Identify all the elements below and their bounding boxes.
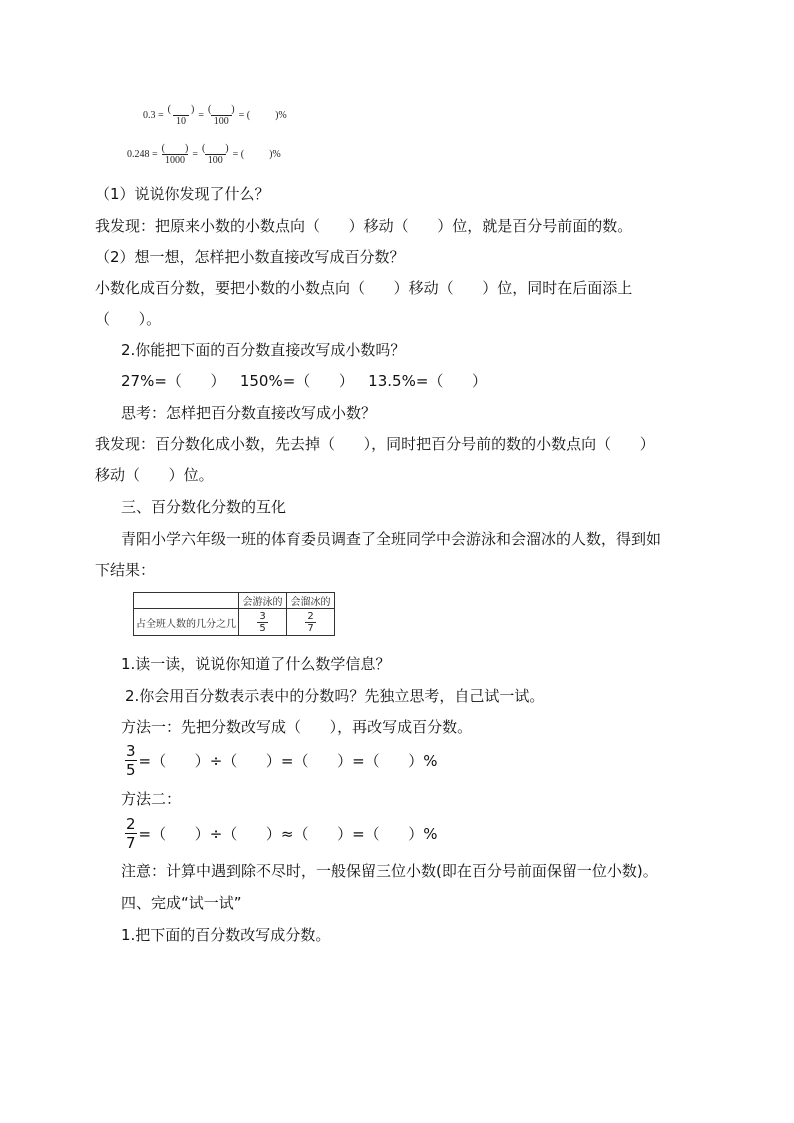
- fraction-numerator: ( ): [161, 143, 189, 154]
- table-cell-swim: [239, 609, 287, 636]
- discovery-2-line-2: 移动（ ）位。: [95, 466, 214, 484]
- fraction-3-5: [257, 611, 267, 634]
- table-header-empty: [134, 593, 239, 609]
- formula-decimal-0-3: [143, 104, 287, 127]
- survey-table: [133, 592, 335, 636]
- question-2: （2）想一想，怎样把小数直接改写成百分数？: [95, 248, 405, 266]
- method-1-equation: [125, 742, 438, 779]
- equation-blanks: =（ ）÷（ ）=（ ）=（ ）%: [138, 752, 438, 770]
- formula-tail: = ( )%: [238, 110, 287, 121]
- fraction-2-7: [305, 611, 315, 634]
- fraction-numerator: 3: [126, 742, 136, 760]
- table-header-row: [134, 593, 335, 609]
- table-row: [134, 609, 335, 636]
- question-1: （1）说说你发现了什么？: [95, 185, 270, 203]
- fraction-over-1000: [160, 143, 191, 166]
- method-1-heading: 方法一：先把分数改写成（ ），再改写成百分数。: [121, 718, 473, 736]
- equation-blanks: =（ ）÷（ ）≈（ ）=（ ）%: [138, 825, 438, 843]
- read-question: 1.读一读，说说你知道了什么数学信息？: [121, 655, 391, 673]
- fraction-numerator: 2: [307, 610, 314, 622]
- equals-sign: =: [198, 110, 204, 121]
- table-header-swim: 会游泳的: [239, 593, 287, 609]
- table-header-skate: 会溜冰的: [287, 593, 335, 609]
- fraction-2-7: [125, 815, 137, 852]
- fraction-numerator: ( ): [201, 143, 229, 154]
- fraction-denominator: 1000: [162, 154, 188, 166]
- conversion-rule-line-2: （ ）。: [95, 310, 162, 328]
- formula-lead: 0.248 =: [127, 149, 158, 160]
- think-prompt: 思考：怎样把百分数直接改写成小数？: [121, 404, 377, 422]
- survey-paragraph-line-1: 青阳小学六年级一班的体育委员调查了全班同学中会游泳和会溜冰的人数，得到如: [121, 530, 662, 548]
- method-2-heading: 方法二：: [121, 790, 182, 808]
- table-row-label: 占全班人数的几分之几: [134, 609, 239, 636]
- method-2-equation: [125, 815, 438, 852]
- fraction-over-100: [206, 104, 237, 127]
- fraction-over-100: [200, 143, 231, 166]
- table-cell-skate: [287, 609, 335, 636]
- formula-lead: 0.3 =: [143, 110, 164, 121]
- discovery-1: 我发现：把原来小数的小数点向（ ）移动（ ）位，就是百分号前面的数。: [95, 217, 633, 235]
- conversion-rule-line-1: 小数化成百分数，要把小数的小数点向（ ）移动（ ）位，同时在后面添上: [95, 279, 633, 297]
- question-percent-to-decimal: 2.你能把下面的百分数直接改写成小数吗？: [121, 341, 406, 359]
- fraction-denominator: 7: [307, 622, 314, 634]
- fraction-denominator: 100: [211, 115, 232, 127]
- fraction-numerator: ( ): [207, 104, 235, 115]
- fraction-denominator: 5: [126, 761, 136, 779]
- question-fraction-to-percent: 2.你会用百分数表示表中的分数吗？先独立思考，自己试一试。: [125, 687, 545, 705]
- fraction-denominator: 7: [126, 834, 136, 852]
- equals-sign: =: [192, 149, 198, 160]
- survey-paragraph-line-2: 下结果：: [95, 561, 156, 579]
- rounding-note: 注意：计算中遇到除不尽时，一般保留三位小数(即在百分号前面保留一位小数)。: [121, 862, 658, 880]
- section-3-heading: 三、百分数化分数的互化: [121, 498, 287, 516]
- percent-exercises: 27%=（ ） 150%=（ ） 13.5%=（ ）: [121, 372, 488, 390]
- formula-tail: = ( )%: [232, 149, 281, 160]
- fraction-3-5: [125, 742, 137, 779]
- task-percent-to-fraction: 1.把下面的百分数改写成分数。: [121, 926, 331, 944]
- fraction-denominator: 100: [205, 154, 226, 166]
- fraction-denominator: 10: [173, 115, 189, 127]
- fraction-numerator: 2: [126, 815, 136, 833]
- formula-decimal-0-248: [127, 143, 281, 166]
- discovery-2-line-1: 我发现：百分数化成小数，先去掉（ ），同时把百分号前的数的小数点向（ ）: [95, 435, 655, 453]
- fraction-numerator: ( ): [167, 104, 195, 115]
- section-4-heading: 四、完成“试一试”: [121, 894, 242, 912]
- fraction-numerator: 3: [259, 610, 266, 622]
- fraction-denominator: 5: [259, 622, 266, 634]
- fraction-over-10: [166, 104, 197, 127]
